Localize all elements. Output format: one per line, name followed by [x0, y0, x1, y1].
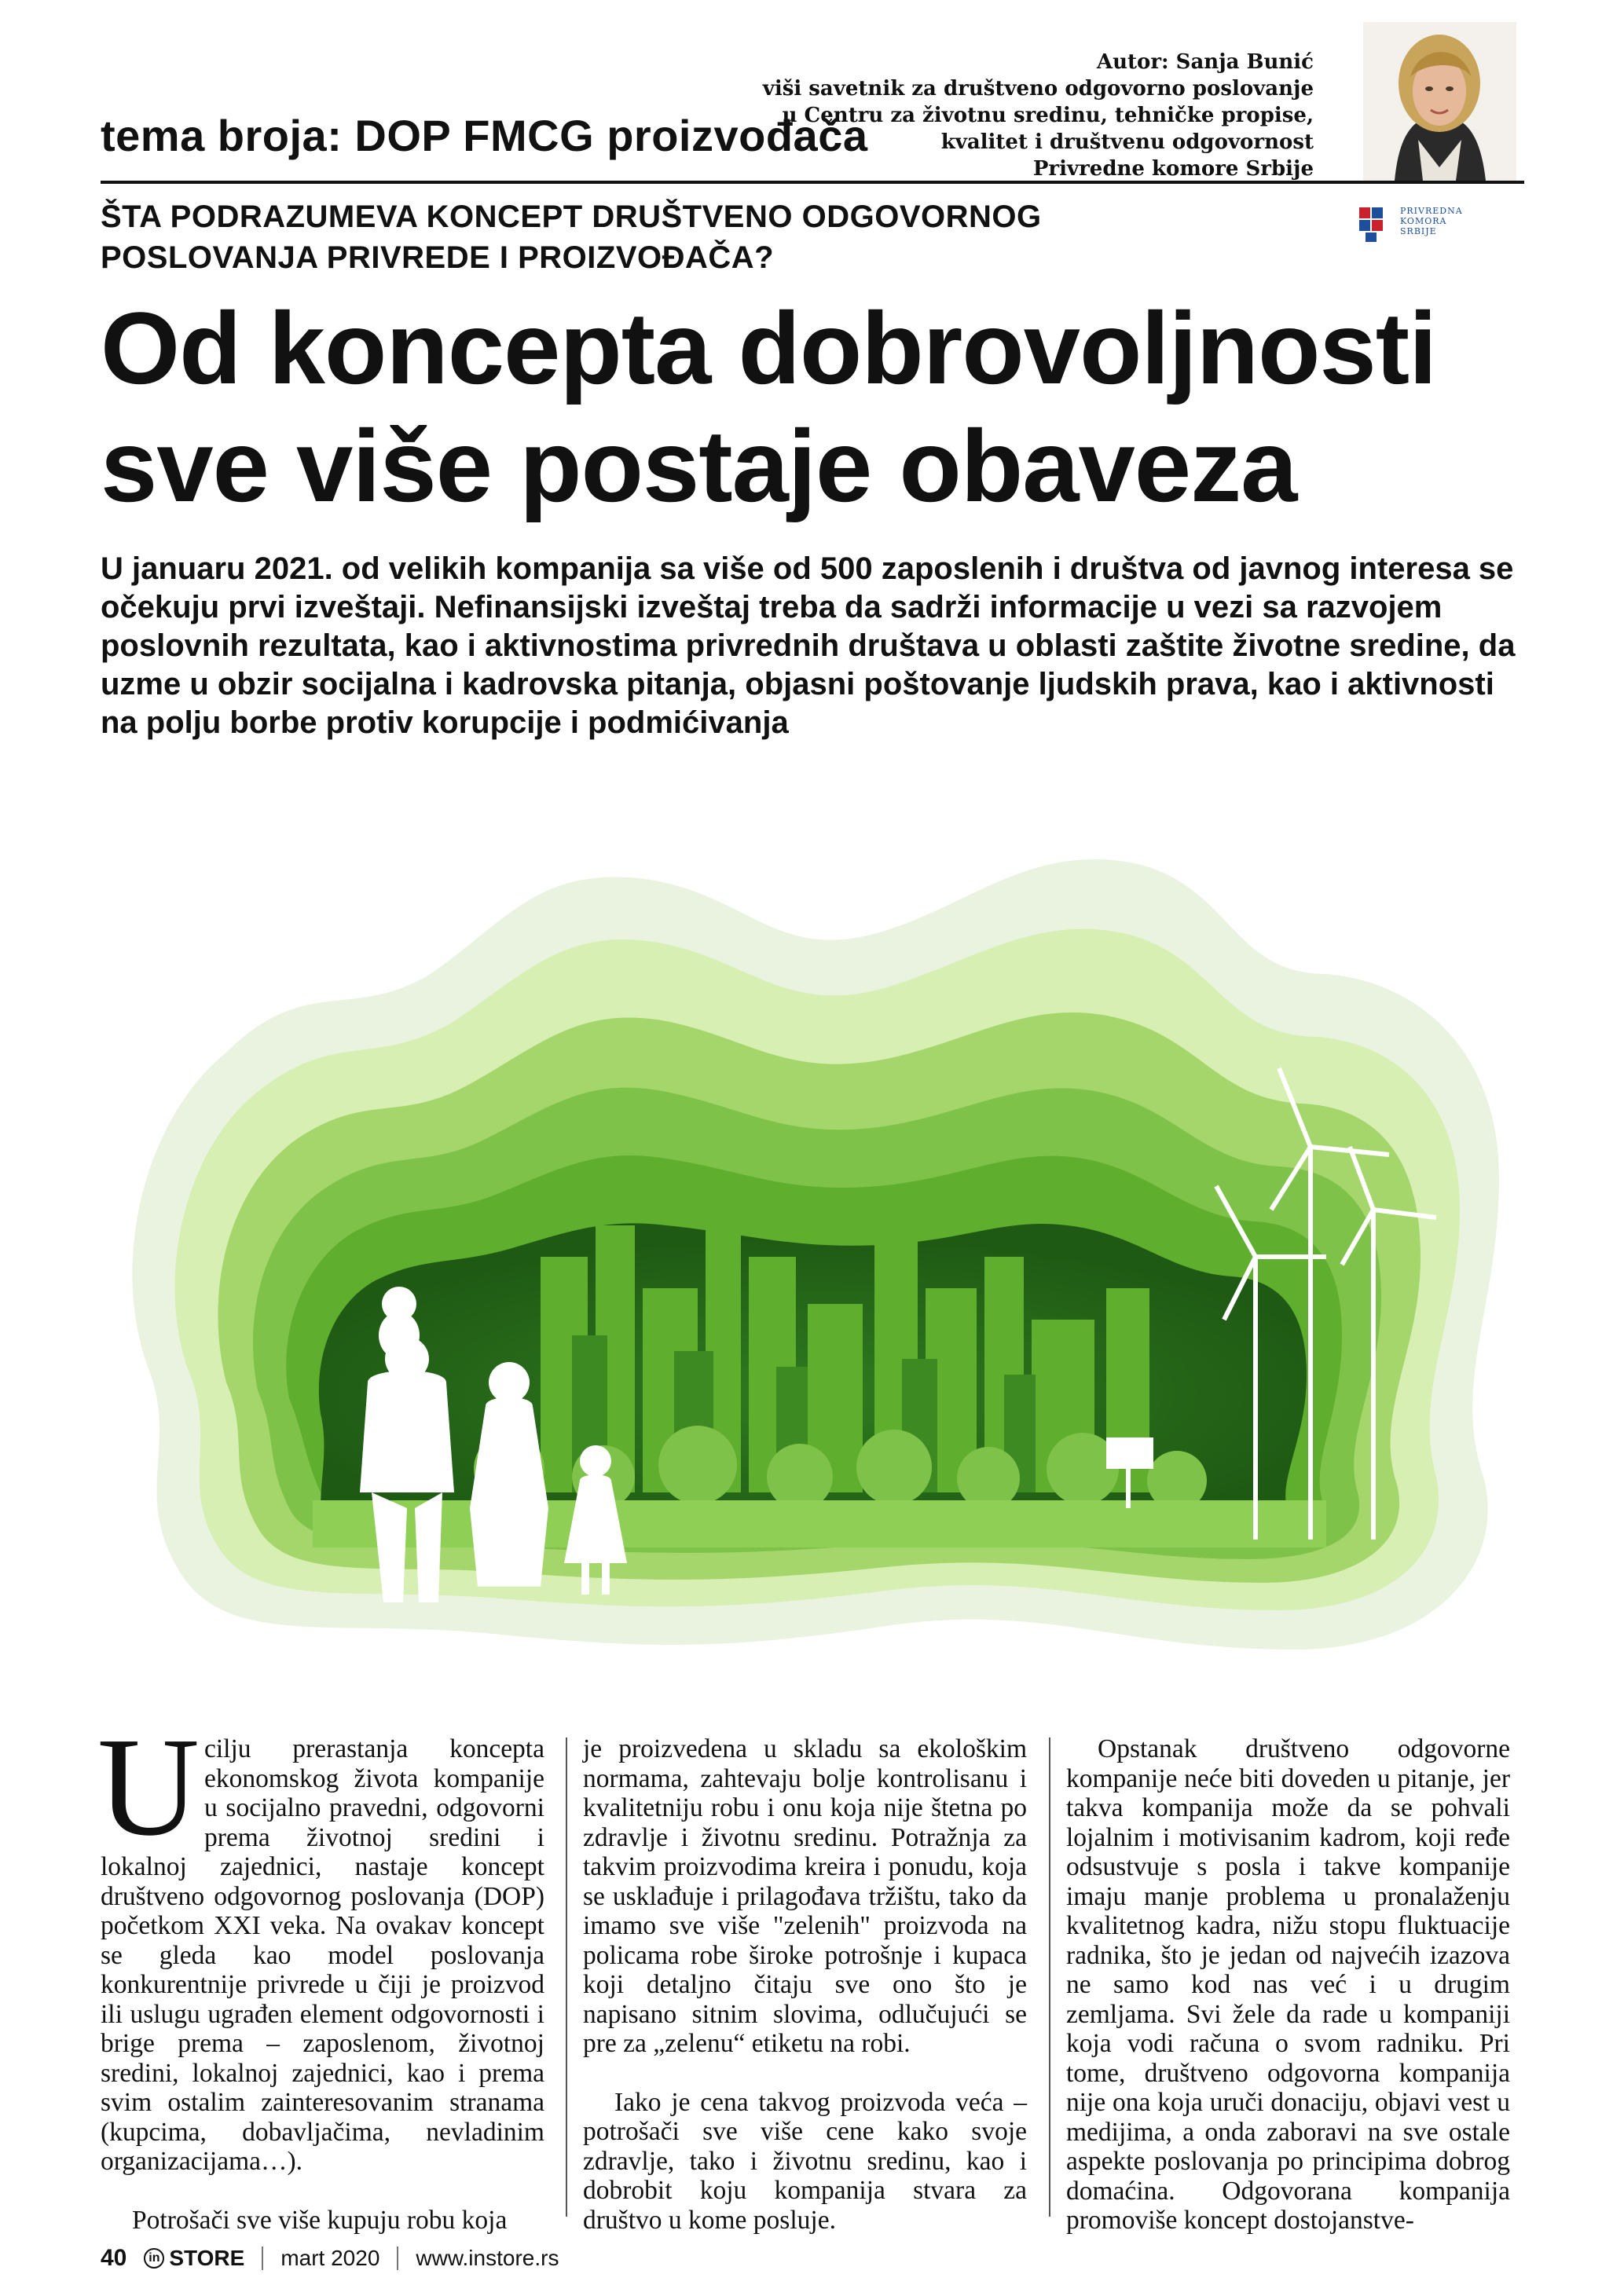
body-paragraph: [97, 1708, 544, 2177]
body-paragraph: Potrošači sve više kupuju robu koja: [132, 2205, 508, 2235]
chamber-logo: [1359, 206, 1497, 245]
footer-separator: [262, 2247, 263, 2270]
body-column-3: [1066, 1734, 1510, 2236]
instore-logo-icon: in: [144, 2248, 164, 2269]
author-title-line: kvalitet i društvenu odgovornost: [940, 130, 1314, 154]
paragraph-text: cilju prerastanja koncepta ekonomskog života kompanije u socijalno pravedni, odgovorni prema životnoj sredini i lokalnoj zajednici, nastaje koncept društveno odgovornog poslovanja (DOP) početkom XXI veka. Na ovakav koncept se gleda kao model poslovanja konkurentnije privrede u čiji je proizvod ili uslugu ugrađen element odgovornosti i brige prema – zaposlenom, životnoj sredini, lokalnoj zajednici, kao i prema svim ostalim zainteresovanim stranama (kupcima, dobavljačima, nevladinim organizacijama…).: [101, 1734, 544, 2176]
body-paragraph: je proizvedena u skladu sa ekološkim normama, zahtevaju bolje kontrolisanu i kvalitetniju robu i onu koja nije štetna po zdravlje i životnu sredinu. Potražnja za takvim proizvodima kreira i ponudu, koja se usklađuje i prilagođava tržištu, tako da imamo sve više "zelenih" proizvoda na policama robe široke potrošnje i kupaca koji detaljno čitaju sve ono što je napisano sitnim slovima, odlučujući se pre za „zelenu“ etiketu na robi.: [583, 1734, 1027, 2058]
lead-paragraph: U januaru 2021. od velikih kompanija sa više od 500 zaposlenih i društva od javnog interesa se očekuju prvi izveštaji. Nefinansijski izveštaj treba da sadrži informacije u vezi sa razvojem poslovnih rezultata, kao i aktivnostima privrednih društava u oblasti zaštite životne sredine, da uzme u obzir socijalna i kadrovska pitanja, objasni poštovanje ljudskih prava, kao i aktivnosti na polju borbe protiv korupcije i podmićivanja: [101, 551, 1516, 740]
body-column-1: [97, 1708, 544, 2235]
author-credit: [763, 49, 1314, 182]
logo-text-line: SRBIJE: [1400, 226, 1437, 236]
body-paragraph: Opstanak društveno odgovorne kompanije neće biti doveden u pitanje, jer takva kompanija može da se pohvali lojalnim i motivisanim kadrom, koji ređe odsustvuje s posla i takve kompanije imaju manje problema u pronalaženju kvalitetnog kadra, nižu stopu fluktuacije radnika, što je jedan od najvećih izazova ne samo kod nas već i u drugim zemljama. Svi žele da rade u kompaniji koja vodi računa o svom radniku. Pri tome, društveno odgovorna kompanija nije ona koja uruči donaciju, objavi vest u medijima, a onda zaboravi na sve ostale aspekte poslovanja po principima dobrog domaćina. Odgovorana kompanija promoviše koncept dostojanstve-: [1066, 1734, 1510, 2235]
body-paragraph: Iako je cena takvog proizvoda veća – potrošači sve više cene kako svoje zdravlje, tako i životnu sredinu, kao i dobrobit koju kompanija stvara za društvo u kome posluje.: [583, 2087, 1027, 2235]
author-title-line: viši savetnik za društveno odgovorno poslovanje: [762, 77, 1314, 101]
footer-separator: [397, 2247, 398, 2270]
page-number: 40: [101, 2245, 127, 2271]
page-footer: [101, 2245, 559, 2272]
issue-date: mart 2020: [280, 2246, 380, 2270]
eco-city-illustration: [101, 817, 1524, 1689]
author-name: Autor: Sanja Bunić: [1096, 50, 1314, 74]
brand-name: STORE: [169, 2246, 245, 2270]
column-divider: [1049, 1738, 1050, 2217]
section-label: tema broja: DOP FMCG proizvođača: [101, 111, 868, 160]
author-organization: Privredne komore Srbije: [1032, 157, 1314, 181]
headline-line: Od koncepta dobrovoljnosti: [101, 291, 1437, 405]
body-column-2: [583, 1734, 1027, 2235]
website-link[interactable]: www.instore.rs: [416, 2246, 559, 2270]
author-title-line: u Centru za životnu sredinu, tehničke propise,: [782, 104, 1314, 127]
header-divider: [101, 181, 1524, 184]
author-photo: [1363, 22, 1516, 181]
headline: [101, 289, 1562, 525]
kicker: ŠTA PODRAZUMEVA KONCEPT DRUŠTVENO ODGOVORNOG POSLOVANJA PRIVREDE I PROIZVOĐAČA?: [101, 200, 1042, 275]
drop-cap: U: [97, 1708, 200, 1865]
headline-line: sve više postaje obaveza: [101, 408, 1297, 523]
column-divider: [566, 1738, 567, 2217]
logo-text-line: KOMORA: [1400, 216, 1447, 226]
logo-text-line: PRIVREDNA: [1400, 206, 1463, 216]
magazine-brand: [144, 2246, 244, 2271]
chamber-emblem-icon: [1359, 207, 1395, 244]
